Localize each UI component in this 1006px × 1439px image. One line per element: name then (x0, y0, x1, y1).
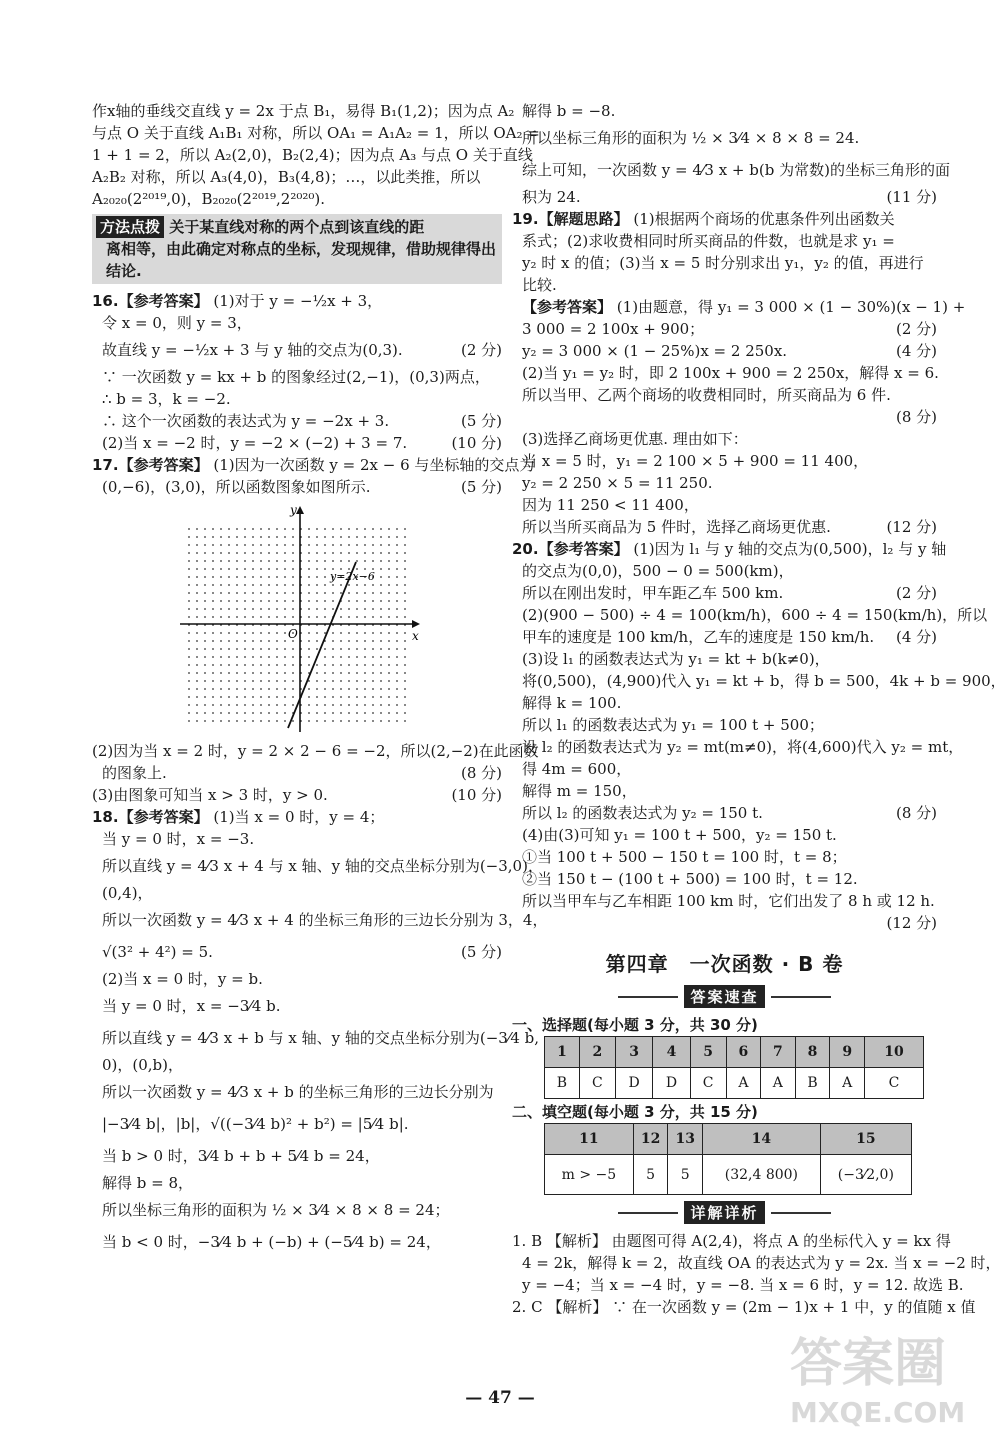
answer-line: ∴ 这个一次函数的表达式为 y = −2x + 3. (102, 412, 390, 430)
score: (2 分) (895, 320, 937, 338)
question-19 (512, 208, 966, 538)
detailed-analysis-header (512, 1201, 937, 1224)
answer-tag: 【参考答案】 (118, 292, 209, 310)
score: (5 分) (460, 478, 502, 496)
answer-line: 得 4m = 600， (522, 760, 632, 778)
table-cell: (−3⁄2,0) (820, 1155, 911, 1195)
table-cell: B (545, 1068, 580, 1099)
question-number: 20. (512, 540, 539, 558)
question-18 (92, 806, 548, 1258)
table-cell: m > −5 (545, 1155, 634, 1195)
answer-tag: 【参考答案】 (118, 808, 209, 826)
answer-line: (0,−6)，(3,0)，所以函数图象如图所示. (102, 478, 371, 496)
solution-idea-tag: 【解题思路】 (538, 210, 629, 228)
answer-line: 当 b < 0 时，−3⁄4 b + (−b) + (−5⁄4 b) = 24， (102, 1233, 441, 1251)
answer-line: (2)当 x = 0 时，y = b. (102, 970, 263, 988)
watermark-url: MXQE.COM (790, 1396, 966, 1429)
question-number: 16. (92, 292, 119, 310)
answer-tag: 【参考答案】 (118, 456, 209, 474)
analysis-line: y = −4；当 x = −4 时，y = −8. 当 x = 6 时，y = 12. 故选 B. (522, 1276, 964, 1294)
question-20 (512, 538, 1006, 934)
answer-line: y₂ = 3 000 × (1 − 25%)x = 2 250x. (522, 342, 788, 360)
score: (5 分) (460, 943, 502, 961)
answer-line: ∵ 一次函数 y = kx + b 的图象经过(2,−1)，(0,3)两点， (102, 368, 490, 386)
table-cell: A (761, 1068, 795, 1099)
answer-tag: 【参考答案】 (522, 298, 613, 316)
answer-line: (1)对于 y = −½x + 3， (213, 292, 383, 310)
answer-line: 0)，(0,b)， (102, 1056, 184, 1074)
score: (10 分) (451, 786, 502, 804)
answer-line: ①当 100 t + 500 − 150 t = 100 时，t = 8； (522, 848, 847, 866)
x-axis-arrow (412, 620, 420, 628)
table-cell: 2 (579, 1037, 615, 1068)
page-number: — 47 — (465, 1388, 535, 1408)
intro-line: 与点 O 关于直线 A₁B₁ 对称，所以 OA₁ = A₁A₂ = 1，所以 OA₂ = (92, 124, 540, 142)
analysis-line: 1. B 【解析】 由题图可得 A(2,4)，将点 A 的坐标代入 y = kx 得 (512, 1232, 951, 1250)
fill-section-label: 二、填空题(每小题 3 分，共 15 分) (512, 1103, 758, 1121)
answer-line: 故直线 y = −½x + 3 与 y 轴的交点为(0,3). (102, 341, 403, 359)
graph-svg (180, 504, 420, 734)
intro-paragraph (92, 100, 540, 210)
answer-line: 当 y = 0 时，x = −3. (102, 830, 255, 848)
table-cell: A (830, 1068, 864, 1099)
score: (2 分) (460, 341, 502, 359)
answer-line: (2)因为当 x = 2 时，y = 2 × 2 − 6 = −2，所以(2,−2)在此函数 (92, 742, 539, 760)
answer-line: 所以当所买商品为 5 件时，选择乙商场更优惠. (522, 518, 831, 536)
origin-label: O (288, 627, 298, 641)
answer-quick-check-header (512, 985, 937, 1008)
question-number: 18. (92, 808, 119, 826)
answer-line: (1)因为一次函数 y = 2x − 6 与坐标轴的交点为 (213, 456, 535, 474)
answer-line: (1)由题意，得 y₁ = 3 000 × (1 − 30%)(x − 1) + (616, 298, 966, 316)
answer-line: |−3⁄4 b|，|b|，√((−3⁄4 b)² + b²) = |5⁄4 b|. (102, 1115, 409, 1133)
answer-line: (3)设 l₁ 的函数表达式为 y₁ = kt + b(k≠0)， (522, 650, 830, 668)
answer-line: 解得 b = −8. (522, 102, 616, 120)
score: (4 分) (895, 628, 937, 646)
table-cell: D (615, 1068, 652, 1099)
table-header-row (545, 1124, 912, 1155)
analysis-line: 4 = 2k，解得 k = 2，故直线 OA 的表达式为 y = 2x. 当 x = −2 时， (522, 1254, 1001, 1272)
answer-line: (1)根据两个商场的优惠条件列出函数关 (633, 210, 895, 228)
score: (8 分) (895, 408, 937, 426)
score: (10 分) (451, 434, 502, 452)
table-cell: 5 (633, 1155, 668, 1195)
intro-line: A₂₀₂₀(2²⁰¹⁹,0)，B₂₀₂₀(2²⁰¹⁹,2²⁰²⁰). (92, 190, 326, 208)
table-cell: 13 (668, 1124, 703, 1155)
answer-line: 所以一次函数 y = 4⁄3 x + 4 的坐标三角形的三边长分别为 3，4， (102, 911, 548, 929)
right-column (512, 100, 1006, 1318)
answer-line: y₂ 时 x 的值；(3)当 x = 5 时分别求出 y₁，y₂ 的值，再进行 (522, 254, 924, 272)
table-cell: 3 (615, 1037, 652, 1068)
table-cell: C (690, 1068, 726, 1099)
watermark-text: 答案圈 (790, 1334, 947, 1394)
answer-line: (2)(900 − 500) ÷ 4 = 100(km/h)，600 ÷ 4 = 150(km/h)，所以 (522, 606, 988, 624)
answer-line: (2)当 y₁ = y₂ 时，即 2 100x + 900 = 2 250x，解得 x = 6. (522, 364, 939, 382)
answer-line: 所以 l₁ 的函数表达式为 y₁ = 100 t + 500； (522, 716, 824, 734)
score: (12 分) (886, 518, 937, 536)
answer-line: 当 y = 0 时，x = −3⁄4 b. (102, 997, 281, 1015)
answer-line: 设 l₂ 的函数表达式为 y₂ = mt(m≠0)，将(4,600)代入 y₂ = mt， (522, 738, 964, 756)
table-cell: (32,4 800) (703, 1155, 821, 1195)
table-cell: 14 (703, 1124, 821, 1155)
choice-answer-table (544, 1036, 924, 1099)
watermark-logo (790, 1321, 980, 1431)
section-title: 答案速查 (684, 985, 764, 1008)
score: (8 分) (895, 804, 937, 822)
q18-continued (512, 100, 950, 208)
table-cell: 10 (864, 1037, 923, 1068)
answer-line: 令 x = 0，则 y = 3， (102, 314, 252, 332)
answer-line: (1)因为 l₁ 与 y 轴的交点为(0,500)，l₂ 与 y 轴 (633, 540, 947, 558)
method-tip-badge: 方法点拨 (96, 216, 164, 238)
table-cell: 12 (633, 1124, 668, 1155)
answer-line: √(3² + 4²) = 5. (102, 943, 213, 961)
section-title: 详解详析 (684, 1201, 764, 1224)
answer-line: 当 b > 0 时，3⁄4 b + b + 5⁄4 b = 24， (102, 1147, 380, 1165)
answer-line: 所以坐标三角形的面积为 ½ × 3⁄4 × 8 × 8 = 24； (102, 1201, 450, 1219)
table-cell: A (726, 1068, 760, 1099)
table-cell: B (795, 1068, 830, 1099)
question-number: 17. (92, 456, 119, 474)
answer-line: 3 000 = 2 100x + 900； (522, 320, 705, 338)
answer-line: 的图象上. (102, 764, 167, 782)
answer-line: 将(0,500)，(4,900)代入 y₁ = kt + b，得 b = 500，4k + b = 900， (522, 672, 1006, 690)
method-tip-line: 结论. (106, 262, 142, 280)
answer-line: (0,4)， (102, 884, 153, 902)
table-row (545, 1155, 912, 1195)
table-cell: 11 (545, 1124, 634, 1155)
score: (12 分) (886, 914, 937, 932)
table-row (545, 1068, 924, 1099)
intro-line: 1 + 1 = 2，所以 A₂(2,0)，B₂(2,4)；因为点 A₃ 与点 O 关于直线 (92, 146, 533, 164)
answer-line: 解得 k = 100. (522, 694, 622, 712)
answer-line: 解得 m = 150， (522, 782, 637, 800)
table-cell: 15 (820, 1124, 911, 1155)
answer-line: 比较. (522, 276, 557, 294)
score: (5 分) (460, 412, 502, 430)
score: (8 分) (460, 764, 502, 782)
answer-line: 综上可知，一次函数 y = 4⁄3 x + b(b 为常数)的坐标三角形的面 (522, 161, 950, 179)
answer-line: ∴ b = 3，k = −2. (102, 390, 231, 408)
table-cell: C (864, 1068, 923, 1099)
chapter-title: 第四章 一次函数 · B 卷 (605, 952, 844, 976)
answer-tag: 【参考答案】 (538, 540, 629, 558)
y-axis-label: y (290, 503, 297, 517)
answer-line: (3)选择乙商场更优惠. 理由如下： (522, 430, 748, 448)
analysis-line: 2. C 【解析】 ∵ 在一次函数 y = (2m − 1)x + 1 中，y 的值随 x 值 (512, 1298, 976, 1316)
answer-line: 所以当甲、乙两个商场的收费相同时，所买商品为 6 件. (522, 386, 891, 404)
answer-line: y₂ = 2 250 × 5 = 11 250. (522, 474, 713, 492)
answer-line: (3)由图象可知当 x > 3 时，y > 0. (92, 786, 328, 804)
answer-line: 系式；(2)求收费相同时所买商品的件数，也就是求 y₁ = (522, 232, 895, 250)
answer-line: 所以在刚出发时，甲车距乙车 500 km. (522, 584, 784, 602)
table-cell: 6 (726, 1037, 760, 1068)
question-number: 19. (512, 210, 539, 228)
answer-line: 因为 11 250 < 11 400， (522, 496, 699, 514)
method-tip-line: 离相等，由此确定对称点的坐标，发现规律，借助规律得出 (106, 240, 497, 258)
answer-line: (4)由(3)可知 y₁ = 100 t + 500，y₂ = 150 t. (522, 826, 837, 844)
fill-answer-table (544, 1123, 912, 1195)
table-cell: 5 (668, 1155, 703, 1195)
table-cell: 5 (690, 1037, 726, 1068)
answer-line: 所以坐标三角形的面积为 ½ × 3⁄4 × 8 × 8 = 24. (522, 129, 860, 147)
intro-line: A₂B₂ 对称，所以 A₃(4,0)，B₃(4,8)；…，以此类推，所以 (92, 168, 481, 186)
table-cell: 7 (761, 1037, 795, 1068)
answer-line: 所以直线 y = 4⁄3 x + b 与 x 轴、y 轴的交点坐标分别为(−3⁄4 b, (102, 1029, 540, 1047)
answer-line: 解得 b = 8， (102, 1174, 194, 1192)
answer-line: 所以 l₂ 的函数表达式为 y₂ = 150 t. (522, 804, 763, 822)
score: (4 分) (895, 342, 937, 360)
choice-section-label: 一、选择题(每小题 3 分，共 30 分) (512, 1016, 758, 1034)
table-cell: 8 (795, 1037, 830, 1068)
method-tip-line: 关于某直线对称的两个点到该直线的距 (169, 218, 425, 236)
answer-line: 甲车的速度是 100 km/h，乙车的速度是 150 km/h. (522, 628, 875, 646)
y-axis-arrow (296, 506, 304, 514)
answer-line: 所以一次函数 y = 4⁄3 x + b 的坐标三角形的三边长分别为 (102, 1083, 494, 1101)
score: (11 分) (886, 188, 937, 206)
x-axis-label: x (412, 629, 419, 643)
answer-line: ②当 150 t − (100 t + 500) = 100 时，t = 12. (522, 870, 858, 888)
answer-line: 积为 24. (522, 188, 581, 206)
function-graph (180, 504, 420, 734)
answer-line: (1)当 x = 0 时，y = 4； (213, 808, 385, 826)
line-label: y=2x−6 (330, 570, 375, 583)
intro-line: 作x轴的垂线交直线 y = 2x 于点 B₁，易得 B₁(1,2)；因为点 A₂ (92, 102, 515, 120)
table-header-row (545, 1037, 924, 1068)
table-cell: 4 (653, 1037, 690, 1068)
answer-line: 当 x = 5 时，y₁ = 2 100 × 5 + 900 = 11 400， (522, 452, 869, 470)
method-tip-box (92, 214, 502, 284)
question-16 (92, 290, 502, 454)
answer-line: (2)当 x = −2 时，y = −2 × (−2) + 3 = 7. (102, 434, 408, 452)
table-cell: D (653, 1068, 690, 1099)
table-cell: 9 (830, 1037, 864, 1068)
answer-line: 的交点为(0,0)，500 − 0 = 500(km)， (522, 562, 794, 580)
answer-line: 所以当甲车与乙车相距 100 km 时，它们出发了 8 h 或 12 h. (522, 892, 935, 910)
score: (2 分) (895, 584, 937, 602)
table-cell: C (579, 1068, 615, 1099)
answer-line: 所以直线 y = 4⁄3 x + 4 与 x 轴、y 轴的交点坐标分别为(−3,0)， (102, 857, 543, 875)
table-cell: 1 (545, 1037, 580, 1068)
